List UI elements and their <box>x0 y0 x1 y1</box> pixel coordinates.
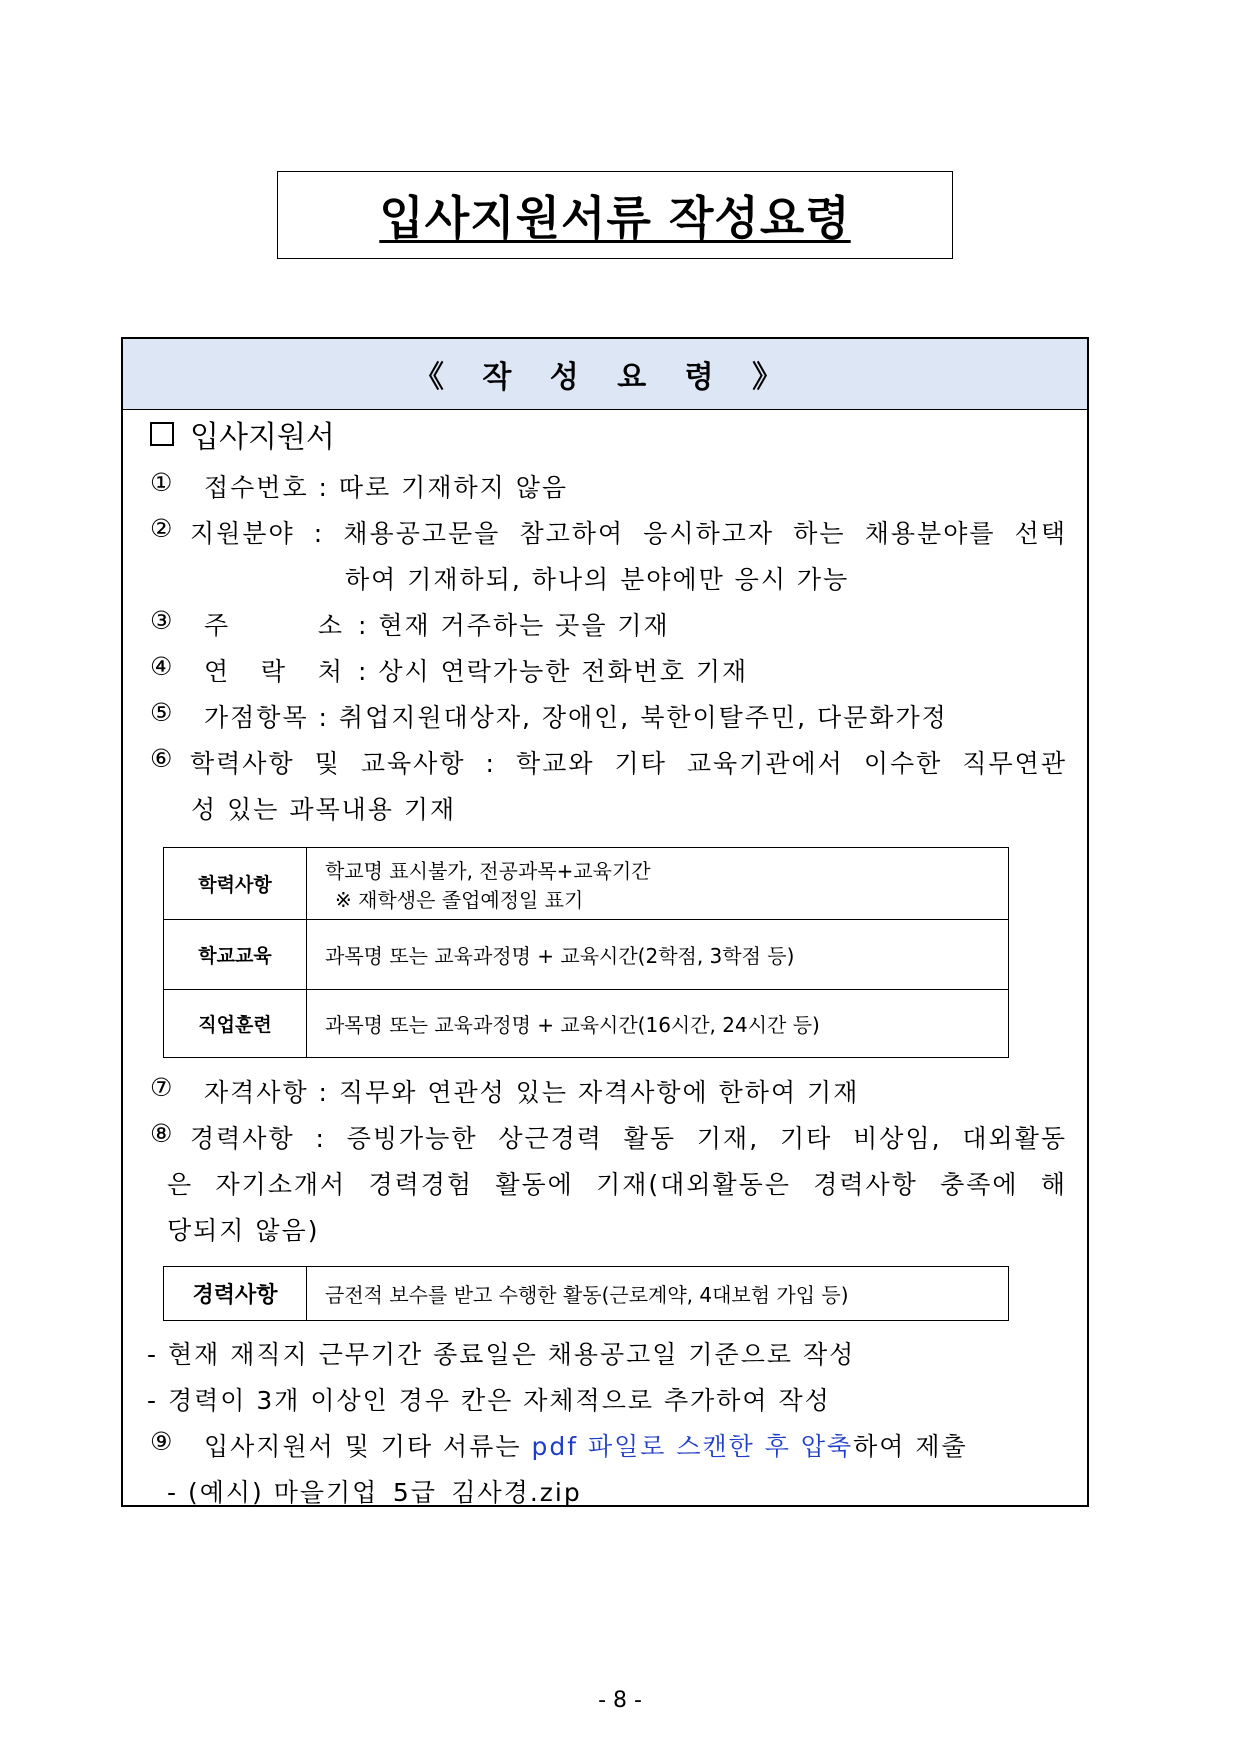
career-value: 금전적 보수를 받고 수행한 활동(근로계약, 4대보험 가입 등) <box>307 1267 1009 1321</box>
education-note: ※ 재학생은 졸업예정일 표기 <box>335 887 584 912</box>
item-9-post: 하여 제출 <box>853 1432 968 1461</box>
education-label: 학력사항 <box>164 848 307 920</box>
checkbox-square-icon <box>150 422 174 446</box>
item-5-text: 가점항목 : 취업지원대상자, 장애인, 북한이탈주민, 다문화가정 <box>204 703 948 732</box>
item-3-label: 주 소 <box>204 611 344 640</box>
career-table <box>163 1266 1009 1321</box>
item-8-continuation-2: 당되지 않음) <box>167 1216 320 1245</box>
item-2-number: ② <box>150 514 175 543</box>
item-8-text: 경력사항 : 증빙가능한 상근경력 활동 기재, 기타 비상임, 대외활동 <box>190 1124 1067 1153</box>
page-number: - 8 - <box>598 1688 642 1713</box>
dash-note-1 <box>147 1335 1067 1371</box>
table-row <box>164 920 1009 990</box>
item-7-number: ⑦ <box>150 1073 175 1102</box>
item-9-highlight: pdf 파일로 스캔한 후 압축 <box>531 1432 854 1461</box>
table-row <box>164 990 1009 1058</box>
example-filename: - (예시) 마을기업_5급_김사경.zip <box>167 1478 582 1507</box>
item-6-text: 학력사항 및 교육사항 : 학교와 기타 교육기관에서 이수한 직무연관 <box>190 749 1067 778</box>
school-education-value: 과목명 또는 교육과정명 + 교육시간(2학점, 3학점 등) <box>307 920 1009 990</box>
item-9-pre: 입사지원서 및 기타 서류는 <box>204 1432 532 1461</box>
item-4 <box>150 652 1067 688</box>
vocational-training-value: 과목명 또는 교육과정명 + 교육시간(16시간, 24시간 등) <box>307 990 1009 1058</box>
item-6 <box>150 744 1067 780</box>
item-1-number: ① <box>150 468 175 497</box>
guideline-panel <box>121 337 1089 1507</box>
item-6-number: ⑥ <box>150 744 175 773</box>
title-box <box>277 171 953 259</box>
item-4-text: : 상시 연락가능한 전화번호 기재 <box>358 657 749 686</box>
item-7 <box>150 1073 1067 1109</box>
item-5 <box>150 698 1067 734</box>
panel-header: 《 작 성 요 령 》 <box>123 339 1087 410</box>
section-title-text: 입사지원서 <box>190 420 335 455</box>
item-1-text: 접수번호 : 따로 기재하지 않음 <box>204 473 569 502</box>
item-8-cont1-text: 은 자기소개서 경력경험 활동에 기재(대외활동은 경력사항 충족에 해 <box>167 1170 1067 1199</box>
career-label: 경력사항 <box>164 1267 307 1321</box>
dash-note-2 <box>147 1381 1067 1417</box>
dash-note-1-text: - 현재 재직지 근무기간 종료일은 채용공고일 기준으로 작성 <box>147 1340 856 1369</box>
item-9-text <box>204 1427 968 1463</box>
school-education-label: 학교교육 <box>164 920 307 990</box>
item-5-number: ⑤ <box>150 698 175 727</box>
item-9-number: ⑨ <box>150 1427 175 1456</box>
item-7-text: 자격사항 : 직무와 연관성 있는 자격사항에 한하여 기재 <box>204 1078 860 1107</box>
education-value <box>307 848 1009 920</box>
item-2 <box>150 514 1067 550</box>
item-3-number: ③ <box>150 606 175 635</box>
item-4-label: 연 락 처 <box>204 657 344 686</box>
vocational-training-label: 직업훈련 <box>164 990 307 1058</box>
item-6-continuation: 성 있는 과목내용 기재 <box>191 795 457 824</box>
item-8-continuation-1 <box>167 1165 1067 1201</box>
item-8-number: ⑧ <box>150 1119 175 1148</box>
education-table <box>163 847 1009 1058</box>
table-row <box>164 1267 1009 1321</box>
education-value-line1: 학교명 표시불가, 전공과목+교육기간 <box>325 858 651 883</box>
item-2-text: 지원분야 : 채용공고문을 참고하여 응시하고자 하는 채용분야를 선택 <box>190 519 1067 548</box>
item-1 <box>150 468 1067 504</box>
dash-note-2-text: - 경력이 3개 이상인 경우 칸은 자체적으로 추가하여 작성 <box>147 1386 831 1415</box>
item-4-number: ④ <box>150 652 175 681</box>
table-row <box>164 848 1009 920</box>
item-3-text: : 현재 거주하는 곳을 기재 <box>358 611 670 640</box>
page-title: 입사지원서류 작성요령 <box>379 191 851 245</box>
item-8 <box>150 1119 1067 1155</box>
item-3 <box>150 606 1067 642</box>
section-title <box>150 412 335 456</box>
item-2-continuation: 하여 기재하되, 하나의 분야에만 응시 가능 <box>345 565 850 594</box>
item-9 <box>150 1427 1067 1463</box>
